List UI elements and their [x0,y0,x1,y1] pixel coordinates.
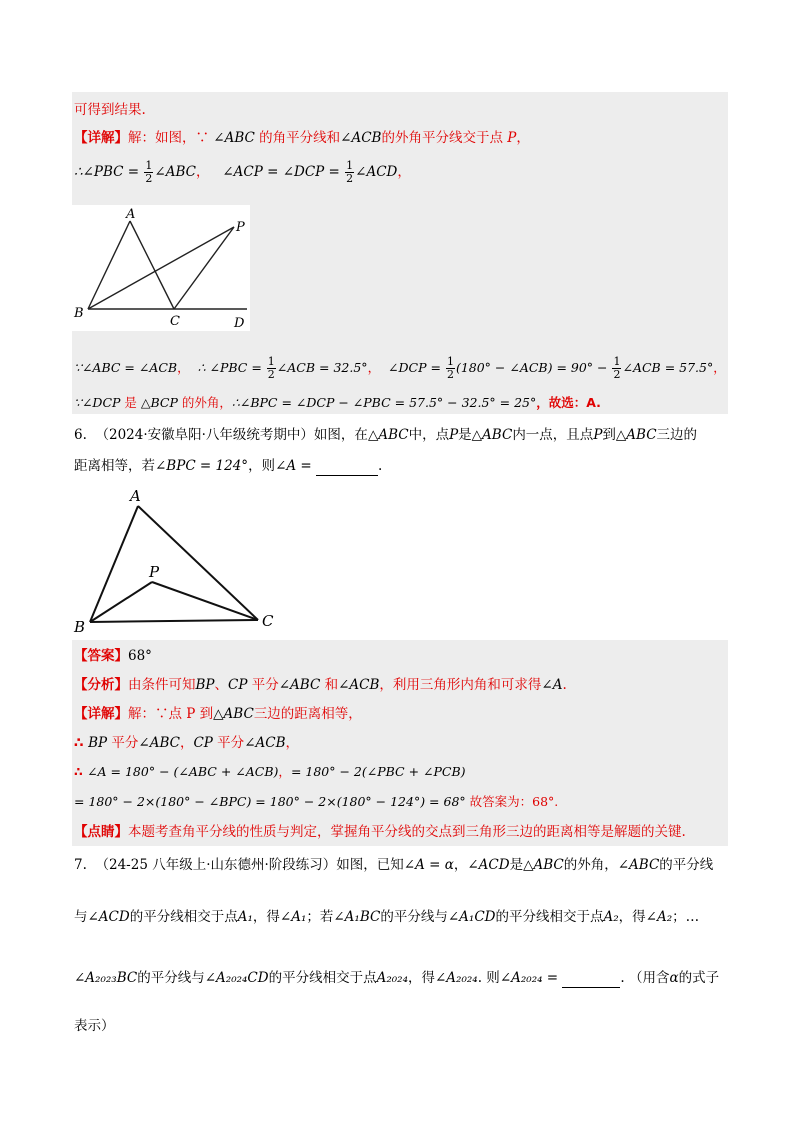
figure-triangle-incenter [72,484,282,636]
label-A: A [126,207,136,222]
label-P: P [149,563,160,581]
label-B: B [74,306,84,321]
q6-detail-line-3: ∴ ∠A = 180° − (∠ABC + ∠ACB)，= 180° − 2(∠PBC + ∠PCB) [74,764,466,779]
fraction: $\frac{1}{2}$ [346,159,354,185]
label-C: C [262,612,274,630]
q6-detail-line-1: 【详解】解：∵点 P 到△ABC三边的距离相等， [74,706,362,722]
answer-blank[interactable] [316,461,378,476]
label-C: C [170,314,180,329]
detail-tag: 【详解】 [74,130,128,146]
fraction: $\frac{1}{2}$ [613,355,621,381]
equation-line-3: ∵∠DCP 是 △BCP 的外角，∴∠BPC = ∠DCP − ∠PBC = 57.5° − 32.5° = 25°，故选：A. [74,395,601,410]
question-7-line-4: 表示） [74,1018,115,1034]
question-6-line-2: 距离相等，若∠BPC = 124°，则∠A = . [74,458,383,474]
question-7-line-3: ∠A₂₀₂₃BC的平分线与∠A₂₀₂₄CD的平分线相交于点A₂₀₂₄，得∠A₂₀₂₄. 则∠A₂₀₂₄ = . （用含α的式子 [74,970,720,986]
label-P: P [236,220,245,235]
equation-line-2: ∵∠ABC = ∠ACB， ∴ ∠PBC = $\frac{1}{2}$ ∠ACB = 32.5°， ∠DCP = $\frac{1}{2}$ (180° − ∠ACB) = 90° − $\frac{1}{2}$ ∠ACB = 57.5°， [74,355,726,381]
answer-blank[interactable] [562,973,620,988]
equation-line-1: ∴∠PBC = $\frac{1}{2}$ ∠ABC， ∠ACP = ∠DCP = $\frac{1}{2}$ ∠ACD， [74,159,411,185]
fraction: $\frac{1}{2}$ [446,355,454,381]
q6-comment-line: 【点睛】本题考查角平分线的性质与判定，掌握角平分线的交点到三角形三边的距离相等是解题的关键. [74,824,686,840]
detail-line-1: 【详解】解：如图，∵ ∠ABC 的角平分线和∠ACB的外角平分线交于点 P， [74,130,530,146]
question-7-line-2: 与∠ACD的平分线相交于点A₁，得∠A₁；若∠A₁BC的平分线与∠A₁CD的平分线相交于点A₂，得∠A₂；… [74,909,700,925]
label-A: A [130,487,141,505]
figure-triangle-exterior-bisector [72,205,250,331]
label-B: B [74,618,86,636]
q6-detail-line-4: = 180° − 2×(180° − ∠BPC) = 180° − 2×(180° − 124°) = 68° 故答案为：68°. [74,794,559,809]
question-7-line-1: 7. （24-25 八年级上·山东德州·阶段练习）如图，已知∠A = α，∠ACD是△ABC的外角，∠ABC的平分线 [74,857,714,873]
result-line: 可得到结果. [74,102,146,118]
q6-answer-line: 【答案】68° [74,648,152,664]
question-6-line-1: 6. （2024·安徽阜阳·八年级统考期中）如图，在△ABC中，点P是△ABC内一点，且点P到△ABC三边的 [74,427,698,443]
q6-analysis-line: 【分析】由条件可知BP、CP 平分∠ABC 和∠ACB，利用三角形内角和可求得∠A. [74,677,567,693]
q6-detail-line-2: ∴ BP 平分∠ABC，CP 平分∠ACB， [74,735,299,751]
label-D: D [234,316,245,331]
fraction: $\frac{1}{2}$ [145,159,153,185]
fraction: $\frac{1}{2}$ [267,355,275,381]
